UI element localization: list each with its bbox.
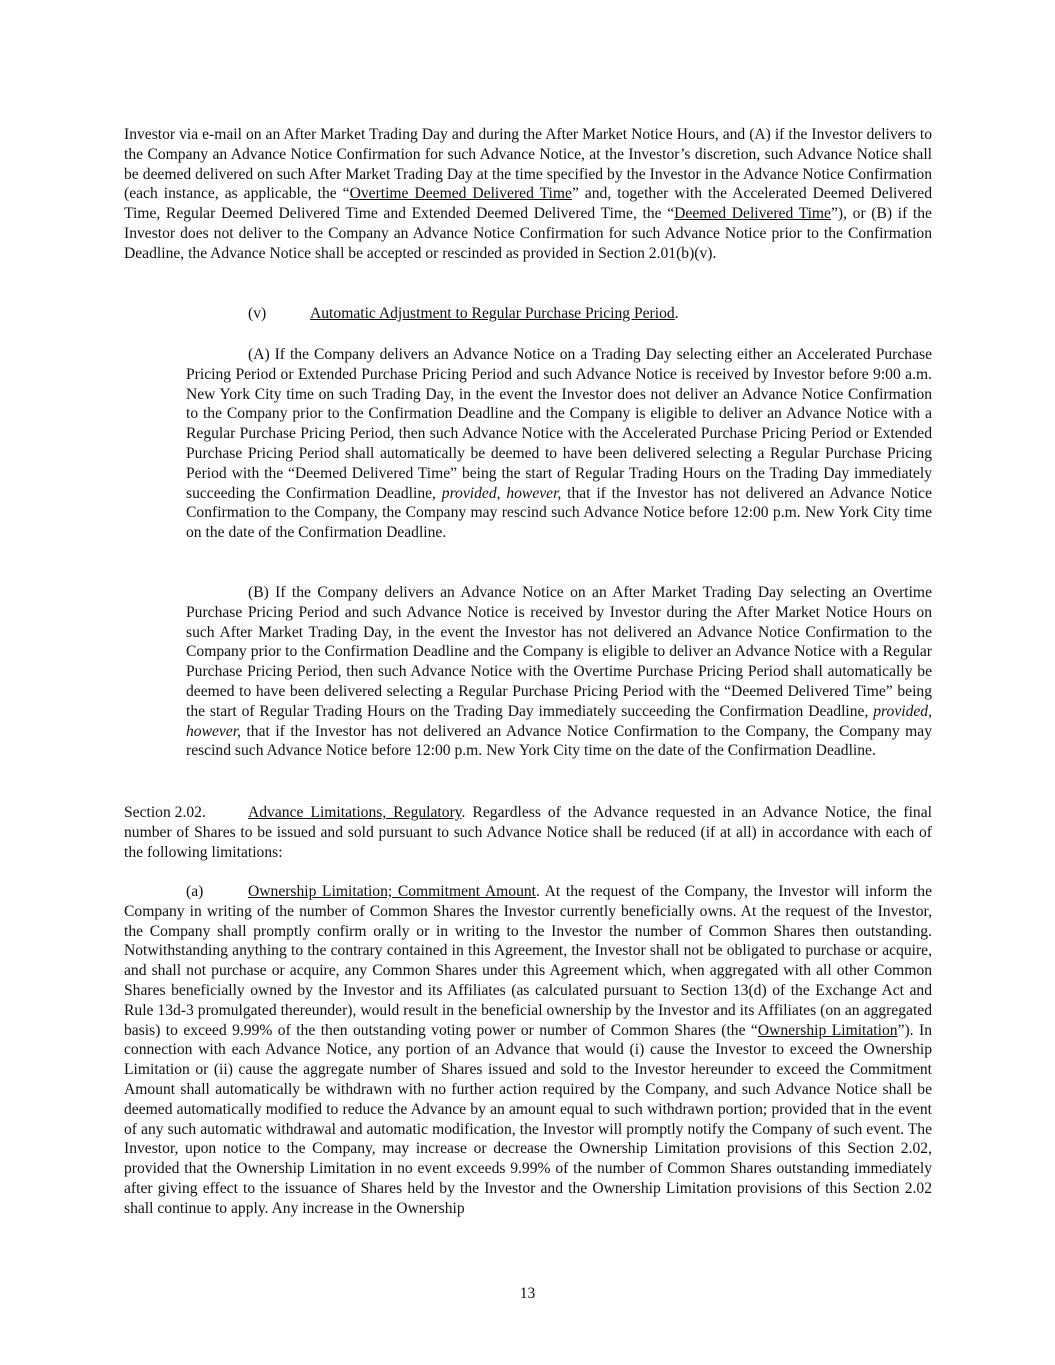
paragraph-a xyxy=(124,882,932,1219)
paragraph-B xyxy=(186,583,932,761)
paragraph-label: (a) xyxy=(186,883,204,900)
text-run: ”). In connection with each Advance Notice, any portion of an Advance that would (i) cause the Investor to exceed the Ownership Limitation or (ii) cause the aggregate number of Shares issued and sold to the Investor hereunder to exceed the Commitment Amount shall automatically be withdrawn with no further action required by the Company, and such Advance Notice shall be deemed automatically modified to reduce the Advance by an amount equal to such withdrawn portion; provided that in the event of any such automatic withdrawal and automatic modification, the Investor will promptly notify the Company of such event. The Investor, upon notice to the Company, may increase or decrease the Ownership Limitation provisions of this Section 2.02, provided that the Ownership Limitation in no event exceeds 9.99% of the number of Common Shares outstanding immediately after giving effect to the issuance of Shares held by the Investor and the Ownership Limitation provisions of this Section 2.02 shall continue to apply. Any increase in the Ownership xyxy=(124,1021,932,1217)
text-run: . Regardless of the Advance requested in an Advance Notice, the final number of Shares to be issued and sold pursuant to such Advance Notice shall be reduced (if at all) in accordance with each of the following limitations: xyxy=(124,804,932,861)
section-title: Advance Limitations, Regulatory xyxy=(248,804,462,821)
text-run: Investor via e-mail on an After Market Trading Day and during the After Market Notice Hours, and (A) if the Investor delivers to the Company an Advance Notice Confirmation for such Advance Notice, at the Investor’s discretion, such Advance Notice shall be deemed delivered on such After Market Trading Day at the time specified by the Investor in the Advance Notice Confirmation (each instance, as applicable, the “ xyxy=(124,126,932,203)
italic-proviso: provided, however, xyxy=(186,702,932,740)
text-run: . xyxy=(674,305,679,322)
text-run: . At the request of the Company, the Investor will inform the Company in writing of the number of Common Shares the Investor currently beneficially owns. At the request of the Investor, the Company shall promptly confirm orally or in writing to the Investor the number of Common Shares then outstanding. Notwithstanding anything to the contrary contained in this Agreement, the Investor shall not be obligated to purchase or acquire, and shall not purchase or acquire, any Common Shares under this Agreement which, when aggregated with all other Common Shares beneficially owned by the Investor and its Affiliates (as calculated pursuant to Section 13(d) of the Exchange Act and Rule 13d-3 promulgated thereunder), would result in the beneficial ownership by the Investor and its Affiliates (on an aggregated basis) to exceed 9.99% of the then outstanding voting power or number of Common Shares (the “ xyxy=(124,883,933,1039)
paragraph-A xyxy=(186,345,932,543)
subsection-heading-v xyxy=(248,304,848,324)
defined-term-deemed-delivered-time: Deemed Delivered Time xyxy=(674,205,831,223)
paragraph-continuation xyxy=(124,125,932,264)
text-run: ”), or (B) if the Investor does not deliver to the Company an Advance Notice Confirmation for such Advance Notice prior to the Confirmation Deadline, the Advance Notice shall be accepted or rescinded as provided in Section 2.01(b)(v). xyxy=(124,205,932,262)
section-number: Section 2.02. xyxy=(124,804,206,821)
section-2-02 xyxy=(124,803,932,862)
defined-term-ownership-limitation: Ownership Limitation xyxy=(757,1021,898,1039)
paragraph-title: Ownership Limitation; Commitment Amount xyxy=(248,883,537,900)
italic-proviso: provided, however, xyxy=(441,484,562,502)
text-run: (A) If the Company delivers an Advance Notice on a Trading Day selecting either an Accelerated Purchase Pricing Period or Extended Purchase Pricing Period and such Advance Notice is received by Investor before 9:00 a.m. New York City time on such Trading Day, in the event the Investor does not deliver an Advance Notice Confirmation to the Company prior to the Confirmation Deadline and the Company is eligible to deliver an Advance Notice with a Regular Purchase Pricing Period, then such Advance Notice with the Accelerated Purchase Pricing Period or Extended Purchase Pricing Period shall automatically be deemed to have been delivered selecting a Regular Purchase Pricing Period with the “Deemed Delivered Time” being the start of Regular Trading Hours on the Trading Day immediately succeeding the Confirmation Deadline, xyxy=(186,346,932,502)
text-run: (B) If the Company delivers an Advance Notice on an After Market Trading Day selecting an Overtime Purchase Pricing Period and such Advance Notice is received by Investor during the After Market Notice Hours on such After Market Trading Day, in the event the Investor has not delivered an Advance Notice Confirmation to the Company prior to the Confirmation Deadline and the Company is eligible to deliver an Advance Notice with a Regular Purchase Pricing Period, then such Advance Notice with the Overtime Purchase Pricing Period shall automatically be deemed to have been delivered selecting a Regular Purchase Pricing Period with the “Deemed Delivered Time” being the start of Regular Trading Hours on the Trading Day immediately succeeding the Confirmation Deadline, xyxy=(186,584,932,720)
text-run: that if the Investor has not delivered an Advance Notice Confirmation to the Company, the Company may rescind such Advance Notice before 12:00 p.m. New York City time on the date of the Confirmation Deadline. xyxy=(186,722,932,760)
text-run: that if the Investor has not delivered an Advance Notice Confirmation to the Company, the Company may rescind such Advance Notice before 12:00 p.m. New York City time on the date of the Confirmation Deadline. xyxy=(186,484,933,542)
subsection-number: (v) xyxy=(248,305,267,322)
subsection-title: Automatic Adjustment to Regular Purchase Pricing Period xyxy=(310,305,675,322)
text-run: ” and, together with the Accelerated Deemed Delivered Time, Regular Deemed Delivered Time and Extended Deemed Delivered Time, the “ xyxy=(124,185,933,223)
page-number: 13 xyxy=(519,1285,536,1302)
defined-term-overtime-deemed-delivered-time: Overtime Deemed Delivered Time xyxy=(349,185,572,203)
